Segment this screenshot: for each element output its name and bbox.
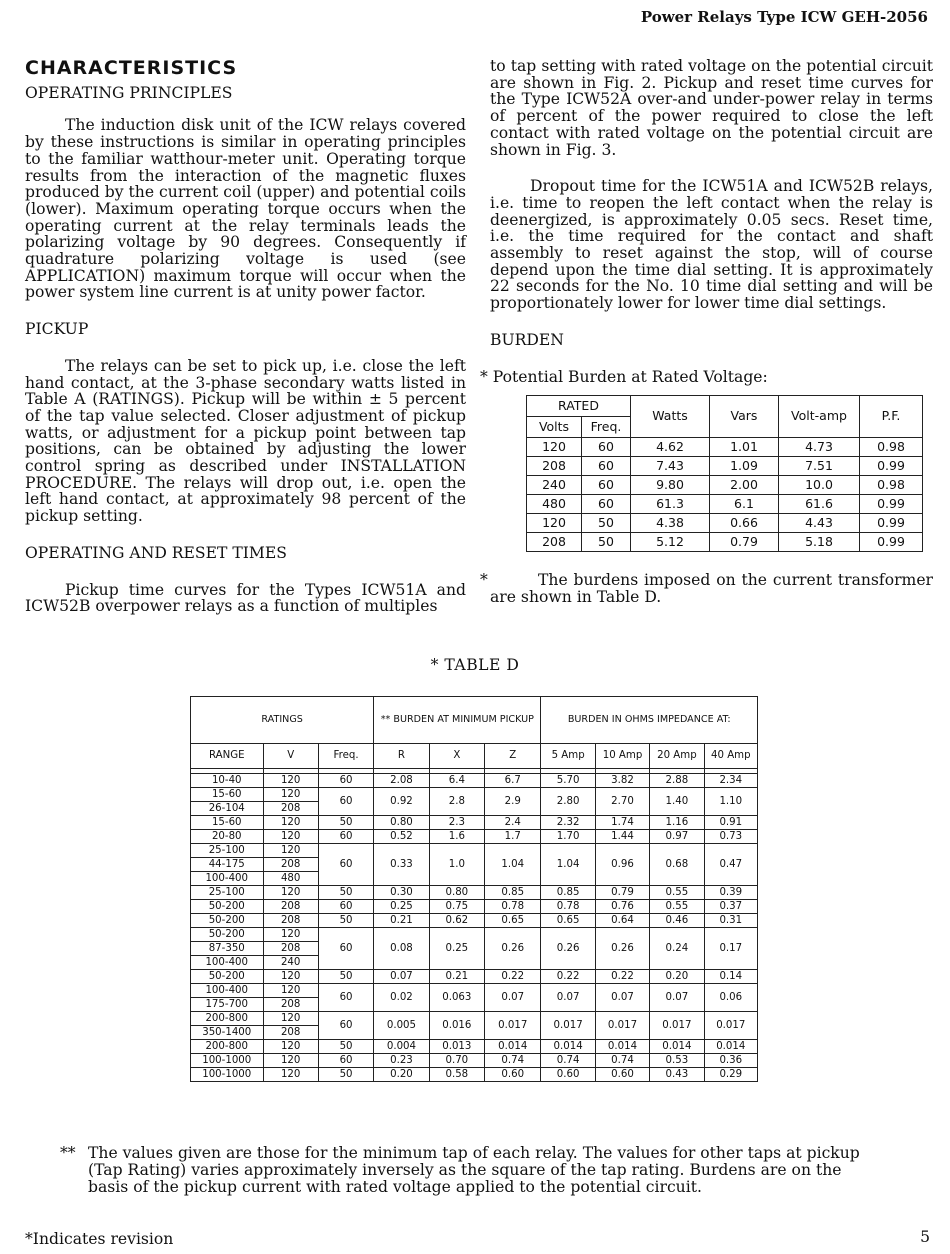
range-cell: 350-1400: [191, 1026, 264, 1040]
pot-table-row: [527, 457, 923, 476]
burden-value-cell: 0.07: [595, 984, 649, 1012]
burden-value-cell: 0.02: [374, 984, 429, 1012]
burden-value-cell: 0.60: [595, 1068, 649, 1082]
burden-value-cell: 0.26: [485, 928, 541, 970]
burden-value-cell: 0.65: [541, 914, 595, 928]
burden-value-cell: 1.7: [485, 830, 541, 844]
table-row: [191, 774, 758, 788]
pickup-text: The relays can be set to pick up, i.e. close the left hand contact, at the 3-phase secondary watts listed in Table A (RATINGS). Pickup will be within ± 5 percent of the tap value selected. Closer adjustment of pickup watts, or adjustment for a pickup point between tap positions, can be obtained by adjusting the lower control spring as described under INSTALLATION PROCEDURE. The relays will drop out, i.e. open the left hand contact, at approximately 98 percent of the pickup setting.: [25, 356, 466, 526]
burden-value-cell: 0.74: [595, 1054, 649, 1068]
pot-table-cell: 5.12: [631, 533, 710, 552]
burden-value-cell: 2.4: [485, 816, 541, 830]
burden-value-cell: 0.26: [595, 928, 649, 970]
burden-value-cell: 1.04: [541, 844, 595, 886]
burden-value-cell: 0.78: [541, 900, 595, 914]
burden-value-cell: 0.21: [374, 914, 429, 928]
voltage-cell: 120: [263, 774, 318, 788]
table-d-col-header: RANGE: [191, 744, 264, 769]
table-row: [191, 1012, 758, 1026]
voltage-cell: 208: [263, 1026, 318, 1040]
burden-value-cell: 0.06: [704, 984, 757, 1012]
pot-table-cell: 7.43: [631, 457, 710, 476]
table-d-col-header: 20 Amp: [650, 744, 704, 769]
burden-value-cell: 0.063: [429, 984, 484, 1012]
pot-table-cell: 1.09: [710, 457, 779, 476]
burden-value-cell: 0.24: [650, 928, 704, 970]
burden-value-cell: 2.88: [650, 774, 704, 788]
voltage-cell: 208: [263, 900, 318, 914]
burden-value-cell: 0.22: [541, 970, 595, 984]
table-d-col-header: 10 Amp: [595, 744, 649, 769]
pot-table-row: [527, 495, 923, 514]
voltage-cell: 240: [263, 956, 318, 970]
burden-value-cell: 0.20: [374, 1068, 429, 1082]
voltage-cell: 120: [263, 816, 318, 830]
burden-value-cell: 0.004: [374, 1040, 429, 1054]
range-cell: 50-200: [191, 928, 264, 942]
freq-cell: 60: [318, 844, 373, 886]
table-row: [191, 900, 758, 914]
burden-value-cell: 0.73: [704, 830, 757, 844]
table-row: [191, 970, 758, 984]
pot-table-cell: 120: [527, 514, 582, 533]
pot-table-cell: 4.43: [779, 514, 860, 533]
pot-table-cell: 208: [527, 533, 582, 552]
burden-value-cell: 0.22: [485, 970, 541, 984]
footnote-marker: **: [60, 1144, 76, 1162]
pot-col-header: Vars: [710, 396, 779, 438]
burden-value-cell: 1.04: [485, 844, 541, 886]
pot-table-cell: 120: [527, 438, 582, 457]
table-row: [191, 788, 758, 802]
pot-table-cell: 61.6: [779, 495, 860, 514]
burden-value-cell: 0.74: [541, 1054, 595, 1068]
burden-value-cell: 6.4: [429, 774, 484, 788]
burden-group-header: ** BURDEN AT MINIMUM PICKUP: [374, 697, 541, 744]
voltage-cell: 120: [263, 1068, 318, 1082]
burden-value-cell: 0.70: [429, 1054, 484, 1068]
pot-table-cell: 60: [582, 476, 631, 495]
burden-value-cell: 0.017: [541, 1012, 595, 1040]
burden-value-cell: 0.017: [650, 1012, 704, 1040]
burden-value-cell: 0.25: [429, 928, 484, 970]
burden-value-cell: 0.30: [374, 886, 429, 900]
voltage-cell: 120: [263, 1012, 318, 1026]
burden-value-cell: 0.80: [374, 816, 429, 830]
burden-value-cell: 0.78: [485, 900, 541, 914]
burden-value-cell: 0.92: [374, 788, 429, 816]
burden-value-cell: 2.32: [541, 816, 595, 830]
freq-cell: 60: [318, 928, 373, 970]
burden-value-cell: 0.014: [595, 1040, 649, 1054]
range-cell: 200-800: [191, 1012, 264, 1026]
pot-table-cell: 0.99: [860, 533, 923, 552]
table-d-col-header: V: [263, 744, 318, 769]
burden-value-cell: 0.005: [374, 1012, 429, 1040]
table-row: [191, 886, 758, 900]
burden-value-cell: 2.9: [485, 788, 541, 816]
burden-value-cell: 0.20: [650, 970, 704, 984]
pot-table-cell: 0.98: [860, 476, 923, 495]
table-row: [191, 984, 758, 998]
pot-table-cell: 0.79: [710, 533, 779, 552]
burden-value-cell: 0.65: [485, 914, 541, 928]
pot-table-cell: 4.38: [631, 514, 710, 533]
burden-value-cell: 0.017: [485, 1012, 541, 1040]
rated-header: RATED: [527, 396, 631, 417]
voltage-cell: 120: [263, 1054, 318, 1068]
potential-burden-table: [526, 395, 923, 552]
burden-value-cell: 0.26: [541, 928, 595, 970]
footnote-star: *: [480, 571, 488, 590]
pot-table-cell: 0.66: [710, 514, 779, 533]
table-row: [191, 844, 758, 858]
freq-cell: 60: [318, 1054, 373, 1068]
pot-col-header: Volts: [527, 417, 582, 438]
freq-cell: 50: [318, 1040, 373, 1054]
burden-value-cell: 2.80: [541, 788, 595, 816]
burden-value-cell: 2.3: [429, 816, 484, 830]
burden-value-cell: 0.017: [704, 1012, 757, 1040]
potential-burden-label: * Potential Burden at Rated Voltage:: [480, 367, 768, 386]
operating-reset-heading: OPERATING AND RESET TIMES: [25, 543, 287, 562]
freq-cell: 60: [318, 830, 373, 844]
burden-value-cell: 0.31: [704, 914, 757, 928]
burden-value-cell: 0.97: [650, 830, 704, 844]
voltage-cell: 208: [263, 942, 318, 956]
current-transformer-burden-text: The burdens imposed on the current transformer are shown in Table D.: [490, 571, 933, 606]
burden-value-cell: 0.43: [650, 1068, 704, 1082]
pot-table-cell: 10.0: [779, 476, 860, 495]
voltage-cell: 120: [263, 844, 318, 858]
revision-note: *Indicates revision: [25, 1230, 174, 1248]
table-d-col-header: Freq.: [318, 744, 373, 769]
pot-table-cell: 0.98: [860, 438, 923, 457]
table-d-col-header: R: [374, 744, 429, 769]
freq-cell: 50: [318, 886, 373, 900]
burden-value-cell: 0.68: [650, 844, 704, 886]
burden-value-cell: 0.91: [704, 816, 757, 830]
burden-value-cell: 1.16: [650, 816, 704, 830]
pot-table-cell: 6.1: [710, 495, 779, 514]
page-number: 5: [920, 1228, 930, 1246]
range-cell: 10-40: [191, 774, 264, 788]
voltage-cell: 208: [263, 858, 318, 872]
range-cell: 100-400: [191, 872, 264, 886]
burden-value-cell: 0.53: [650, 1054, 704, 1068]
pot-table-cell: 60: [582, 438, 631, 457]
range-cell: 15-60: [191, 788, 264, 802]
burden-value-cell: 1.74: [595, 816, 649, 830]
burden-value-cell: 0.014: [650, 1040, 704, 1054]
range-cell: 26-104: [191, 802, 264, 816]
pot-table-cell: 4.73: [779, 438, 860, 457]
table-row: [191, 928, 758, 942]
pot-table-row: [527, 533, 923, 552]
burden-value-cell: 0.014: [541, 1040, 595, 1054]
burden-value-cell: 0.25: [374, 900, 429, 914]
freq-cell: 60: [318, 788, 373, 816]
pickup-heading: PICKUP: [25, 320, 89, 339]
burden-value-cell: 0.46: [650, 914, 704, 928]
pot-table-cell: 50: [582, 514, 631, 533]
range-cell: 50-200: [191, 970, 264, 984]
pot-table-cell: 5.18: [779, 533, 860, 552]
range-cell: 100-400: [191, 956, 264, 970]
burden-value-cell: 0.07: [650, 984, 704, 1012]
pot-table-cell: 0.99: [860, 495, 923, 514]
burden-value-cell: 6.7: [485, 774, 541, 788]
burden-value-cell: 0.17: [704, 928, 757, 970]
burden-value-cell: 2.08: [374, 774, 429, 788]
pot-table-cell: 60: [582, 495, 631, 514]
range-cell: 50-200: [191, 900, 264, 914]
burden-value-cell: 0.74: [485, 1054, 541, 1068]
page-header: Power Relays Type ICW GEH-2056: [640, 8, 928, 26]
burden-value-cell: 0.014: [704, 1040, 757, 1054]
table-d-col-header: 40 Amp: [704, 744, 757, 769]
range-cell: 15-60: [191, 816, 264, 830]
range-cell: 100-400: [191, 984, 264, 998]
range-cell: 25-100: [191, 886, 264, 900]
range-cell: 175-700: [191, 998, 264, 1012]
burden-value-cell: 0.23: [374, 1054, 429, 1068]
burden-value-cell: 1.40: [650, 788, 704, 816]
freq-cell: 60: [318, 774, 373, 788]
operating-principles-heading: OPERATING PRINCIPLES: [25, 83, 233, 102]
burden-value-cell: 0.013: [429, 1040, 484, 1054]
burden-value-cell: 5.70: [541, 774, 595, 788]
pot-col-header: P.F.: [860, 396, 923, 438]
range-cell: 100-1000: [191, 1068, 264, 1082]
pot-col-header: Freq.: [582, 417, 631, 438]
pot-table-cell: 240: [527, 476, 582, 495]
freq-cell: 50: [318, 970, 373, 984]
range-cell: 87-350: [191, 942, 264, 956]
voltage-cell: 208: [263, 998, 318, 1012]
table-row: [191, 914, 758, 928]
footnote-text: The values given are those for the minimum tap of each relay. The values for other taps at pickup (Tap Rating) varies approximately inversely as the square of the tap rating. Burdens are on the basis of the pickup current with rated voltage applied to the potential circuit.: [88, 1144, 860, 1196]
pot-table-row: [527, 514, 923, 533]
burden-value-cell: 1.10: [704, 788, 757, 816]
range-cell: 100-1000: [191, 1054, 264, 1068]
range-cell: 50-200: [191, 914, 264, 928]
burden-value-cell: 1.6: [429, 830, 484, 844]
range-cell: 200-800: [191, 1040, 264, 1054]
section-title: CHARACTERISTICS: [25, 57, 238, 79]
burden-value-cell: 0.016: [429, 1012, 484, 1040]
freq-cell: 50: [318, 1068, 373, 1082]
pot-table-row: [527, 438, 923, 457]
table-d-col-header: 5 Amp: [541, 744, 595, 769]
table-row: [191, 1068, 758, 1082]
burden-value-cell: 0.39: [704, 886, 757, 900]
voltage-cell: 120: [263, 886, 318, 900]
burden-value-cell: 0.76: [595, 900, 649, 914]
pot-table-cell: 4.62: [631, 438, 710, 457]
burden-value-cell: 0.52: [374, 830, 429, 844]
dropout-text: Dropout time for the ICW51A and ICW52B relays, i.e. time to reopen the left contact when the relay is deenergized, is approximately 0.05 secs. Reset time, i.e. the time required for the contact and shaft assembly to reset against the stop, will of course depend upon the time dial setting. It is approximately 22 seconds for the No. 10 time dial setting and will be proportionately lower for lower time dial settings.: [490, 177, 933, 313]
pot-table-cell: 9.80: [631, 476, 710, 495]
burden-value-cell: 0.21: [429, 970, 484, 984]
voltage-cell: 120: [263, 788, 318, 802]
burden-value-cell: 0.62: [429, 914, 484, 928]
left-column: [25, 58, 466, 615]
burden-value-cell: 0.22: [595, 970, 649, 984]
ohms-group-header: BURDEN IN OHMS IMPEDANCE AT:: [541, 697, 758, 744]
pot-table-cell: 1.01: [710, 438, 779, 457]
table-row: [191, 816, 758, 830]
burden-value-cell: 0.60: [485, 1068, 541, 1082]
voltage-cell: 480: [263, 872, 318, 886]
pot-table-cell: 50: [582, 533, 631, 552]
burden-value-cell: 1.44: [595, 830, 649, 844]
voltage-cell: 120: [263, 928, 318, 942]
voltage-cell: 208: [263, 802, 318, 816]
burden-value-cell: 0.85: [541, 886, 595, 900]
burden-value-cell: 0.017: [595, 1012, 649, 1040]
burden-value-cell: 0.79: [595, 886, 649, 900]
burden-value-cell: 0.37: [704, 900, 757, 914]
burden-value-cell: 2.8: [429, 788, 484, 816]
burden-value-cell: 0.85: [485, 886, 541, 900]
table-row: [191, 830, 758, 844]
pot-table-cell: 0.99: [860, 514, 923, 533]
burden-value-cell: 0.47: [704, 844, 757, 886]
pickup-curves-text: to tap setting with rated voltage on the potential circuit are shown in Fig. 2. Pickup and reset time curves for the Type ICW52A over-and under-power relay in terms of percent of the power required to close the left contact with rated voltage on the potential circuit are shown in Fig. 3.: [490, 57, 933, 159]
burden-value-cell: 0.07: [541, 984, 595, 1012]
freq-cell: 60: [318, 984, 373, 1012]
burden-value-cell: 0.64: [595, 914, 649, 928]
table-d-col-header: X: [429, 744, 484, 769]
freq-cell: 60: [318, 900, 373, 914]
voltage-cell: 120: [263, 970, 318, 984]
burden-value-cell: 2.70: [595, 788, 649, 816]
burden-value-cell: 2.34: [704, 774, 757, 788]
voltage-cell: 120: [263, 830, 318, 844]
table-d: [190, 696, 758, 1082]
burden-value-cell: 0.60: [541, 1068, 595, 1082]
burden-value-cell: 0.08: [374, 928, 429, 970]
range-cell: 25-100: [191, 844, 264, 858]
pot-table-cell: 480: [527, 495, 582, 514]
ratings-group-header: RATINGS: [191, 697, 374, 744]
table-row: [191, 1054, 758, 1068]
burden-value-cell: 0.07: [374, 970, 429, 984]
voltage-cell: 120: [263, 984, 318, 998]
table-d-title: * TABLE D: [430, 656, 520, 674]
burden-value-cell: 0.55: [650, 900, 704, 914]
operating-principles-text: The induction disk unit of the ICW relays covered by these instructions is similar in operating principles to the familiar watthour-meter unit. Operating torque results from the interaction of the magnetic fluxes produced by the current coil (upper) and potential coils (lower). Maximum operating torque occurs when the operating current at the relay terminals leads the polarizing voltage by 90 degrees. Consequently if quadrature polarizing voltage is used (see APPLICATION) maximum torque will occur when the power system line current is at unity power factor.: [25, 116, 466, 302]
pot-table-cell: 0.99: [860, 457, 923, 476]
burden-value-cell: 0.14: [704, 970, 757, 984]
voltage-cell: 208: [263, 914, 318, 928]
pot-table-cell: 7.51: [779, 457, 860, 476]
right-column: [480, 57, 933, 606]
range-cell: 44-175: [191, 858, 264, 872]
range-cell: 20-80: [191, 830, 264, 844]
freq-cell: 50: [318, 914, 373, 928]
burden-value-cell: 1.70: [541, 830, 595, 844]
table-row: [191, 1040, 758, 1054]
operating-reset-text: Pickup time curves for the Types ICW51A and ICW52B overpower relays as a function of multiples: [25, 580, 466, 616]
table-d-col-header: Z: [485, 744, 541, 769]
burden-value-cell: 0.07: [485, 984, 541, 1012]
burden-heading: BURDEN: [490, 330, 564, 349]
burden-value-cell: 0.80: [429, 886, 484, 900]
pot-table-row: [527, 476, 923, 495]
pot-table-cell: 60: [582, 457, 631, 476]
pot-table-cell: 208: [527, 457, 582, 476]
burden-value-cell: 0.36: [704, 1054, 757, 1068]
pot-table-cell: 61.3: [631, 495, 710, 514]
pot-col-header: Volt-amp: [779, 396, 860, 438]
burden-value-cell: 0.75: [429, 900, 484, 914]
burden-value-cell: 0.014: [485, 1040, 541, 1054]
burden-value-cell: 0.33: [374, 844, 429, 886]
burden-value-cell: 0.58: [429, 1068, 484, 1082]
pot-table-cell: 2.00: [710, 476, 779, 495]
freq-cell: 60: [318, 1012, 373, 1040]
pot-col-header: Watts: [631, 396, 710, 438]
burden-value-cell: 0.96: [595, 844, 649, 886]
freq-cell: 50: [318, 816, 373, 830]
burden-value-cell: 0.55: [650, 886, 704, 900]
burden-value-cell: 3.82: [595, 774, 649, 788]
burden-value-cell: 0.29: [704, 1068, 757, 1082]
burden-value-cell: 1.0: [429, 844, 484, 886]
footnote: [60, 1145, 880, 1196]
voltage-cell: 120: [263, 1040, 318, 1054]
